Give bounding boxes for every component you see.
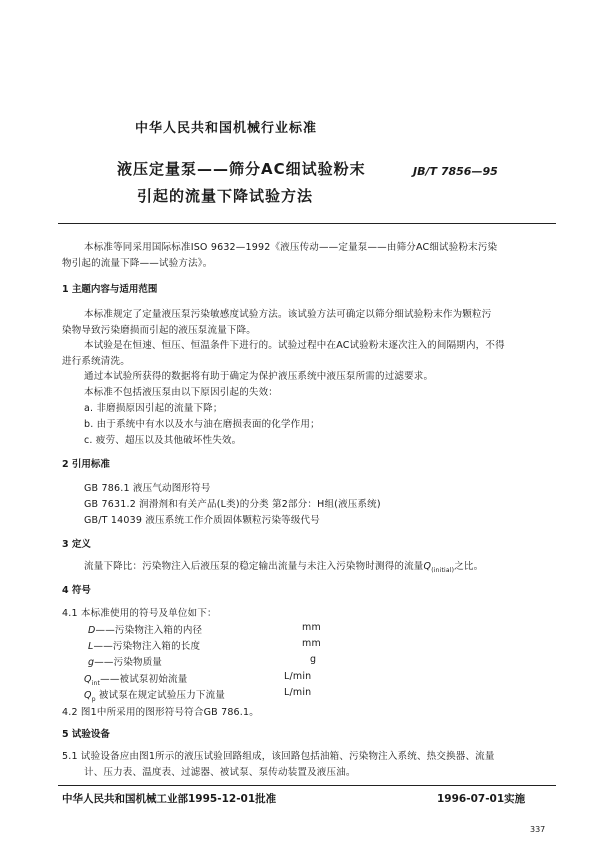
intro-line2: 物引起的流量下降——试验方法》。 <box>62 258 213 269</box>
intro-line1: 本标准等同采用国际标准ISO 9632—1992《液压传动——定量泵——由筛分AC细试验粉末污染 <box>84 242 498 253</box>
section-5-heading: 5 试验设备 <box>62 729 110 740</box>
approved-date: 中华人民共和国机械工业部1995-12-01批准 <box>62 793 277 805</box>
symbol-row <box>84 671 187 687</box>
list-item: c. 疲劳、超压以及其他破坏性失效。 <box>84 435 242 446</box>
s4-p41: 4.1 本标准使用的符号及单位如下： <box>62 608 217 619</box>
symbol-unit: g <box>310 654 317 665</box>
section-1-heading: 1 主题内容与适用范围 <box>62 284 158 295</box>
reference-item: GB 786.1 液压气动图形符号 <box>84 483 211 494</box>
symbol-desc: ——污染物注入箱的长度 <box>93 641 201 652</box>
section-3-heading: 3 定义 <box>62 539 91 550</box>
s1-p1-line1: 本标准规定了定量液压泵污染敏感度试验方法。该试验方法可确定以筛分细试验粉末作为颗粒污 <box>84 309 492 320</box>
symbol-desc: ——被试泵初始流量 <box>100 674 188 685</box>
symbol-row <box>88 638 200 652</box>
symbol-unit: mm <box>302 638 321 649</box>
effective-date: 1996-07-01实施 <box>437 793 526 805</box>
page-title-line2: 引起的流量下降试验方法 <box>137 187 314 205</box>
header-divider <box>58 223 556 224</box>
s1-p2-line2: 进行系统清洗。 <box>62 356 130 367</box>
standard-code: JB/T 7856—95 <box>413 165 498 178</box>
symbol-subscript: int <box>91 679 101 687</box>
symbol: L <box>88 641 94 652</box>
s5-p51-line2: 计、压力表、温度表、过滤器、被试泵、泵传动装置及液压油。 <box>84 767 356 778</box>
s1-p4: 本标准不包括液压泵由以下原因引起的失效： <box>84 387 279 398</box>
s1-p1-line2: 染物导致污染磨损而引起的液压泵流量下降。 <box>62 325 257 336</box>
footer-divider <box>58 785 556 786</box>
s1-p3: 通过本试验所获得的数据将有助于确定为保护液压系统中液压泵所需的过滤要求。 <box>84 371 434 382</box>
list-item: b. 由于系统中有水以及水与油在磨损表面的化学作用； <box>84 419 320 430</box>
s3-text-after: 之比。 <box>454 561 484 572</box>
page-number: 337 <box>530 825 546 834</box>
reference-item: GB/T 14039 液压系统工作介质固体颗粒污染等级代号 <box>84 515 320 526</box>
symbol: g <box>88 657 95 668</box>
s3-text-before: 流量下降比：污染物注入后液压泵的稳定输出流量与未注入污染物时测得的流量 <box>84 561 424 572</box>
symbol-subscript: p <box>91 695 96 703</box>
symbol-row <box>88 654 162 668</box>
symbol-unit: mm <box>302 622 321 633</box>
section-2-heading: 2 引用标准 <box>62 459 110 470</box>
symbol-row <box>84 687 225 703</box>
section-4-heading: 4 符号 <box>62 585 91 596</box>
s5-p51-line1: 5.1 试验设备应由图1所示的液压试验回路组成，该回路包括油箱、污染物注入系统、热交换器、流量 <box>62 751 495 762</box>
symbol-desc: ——污染物质量 <box>94 657 163 668</box>
s3-definition <box>84 558 483 574</box>
s1-p2-line1: 本试验是在恒速、恒压、恒温条件下进行的。试验过程中在AC试验粉末逐次注入的间隔期内，不得 <box>84 340 505 351</box>
symbol: D <box>88 625 96 636</box>
symbol-desc: ——污染物注入箱的内径 <box>95 625 203 636</box>
symbol: Q <box>84 674 92 685</box>
q-symbol: Q <box>423 561 432 572</box>
symbol-unit: L/min <box>284 687 312 698</box>
s4-p42: 4.2 图1中所采用的图形符号符合GB 786.1。 <box>62 707 259 718</box>
list-item: a. 非磨损原因引起的流量下降； <box>84 403 223 414</box>
symbol-row <box>88 622 202 636</box>
page-title-line1: 液压定量泵——筛分AC细试验粉末 <box>117 160 366 178</box>
symbol: Q <box>84 690 92 701</box>
reference-item: GB 7631.2 润滑剂和有关产品(L类)的分类 第2部分：H组(液压系统) <box>84 499 381 510</box>
symbol-desc: 被试泵在规定试验压力下流量 <box>95 690 226 701</box>
standard-org: 中华人民共和国机械行业标准 <box>135 121 318 136</box>
q-subscript: (initial) <box>431 566 455 574</box>
symbol-unit: L/min <box>284 671 312 682</box>
